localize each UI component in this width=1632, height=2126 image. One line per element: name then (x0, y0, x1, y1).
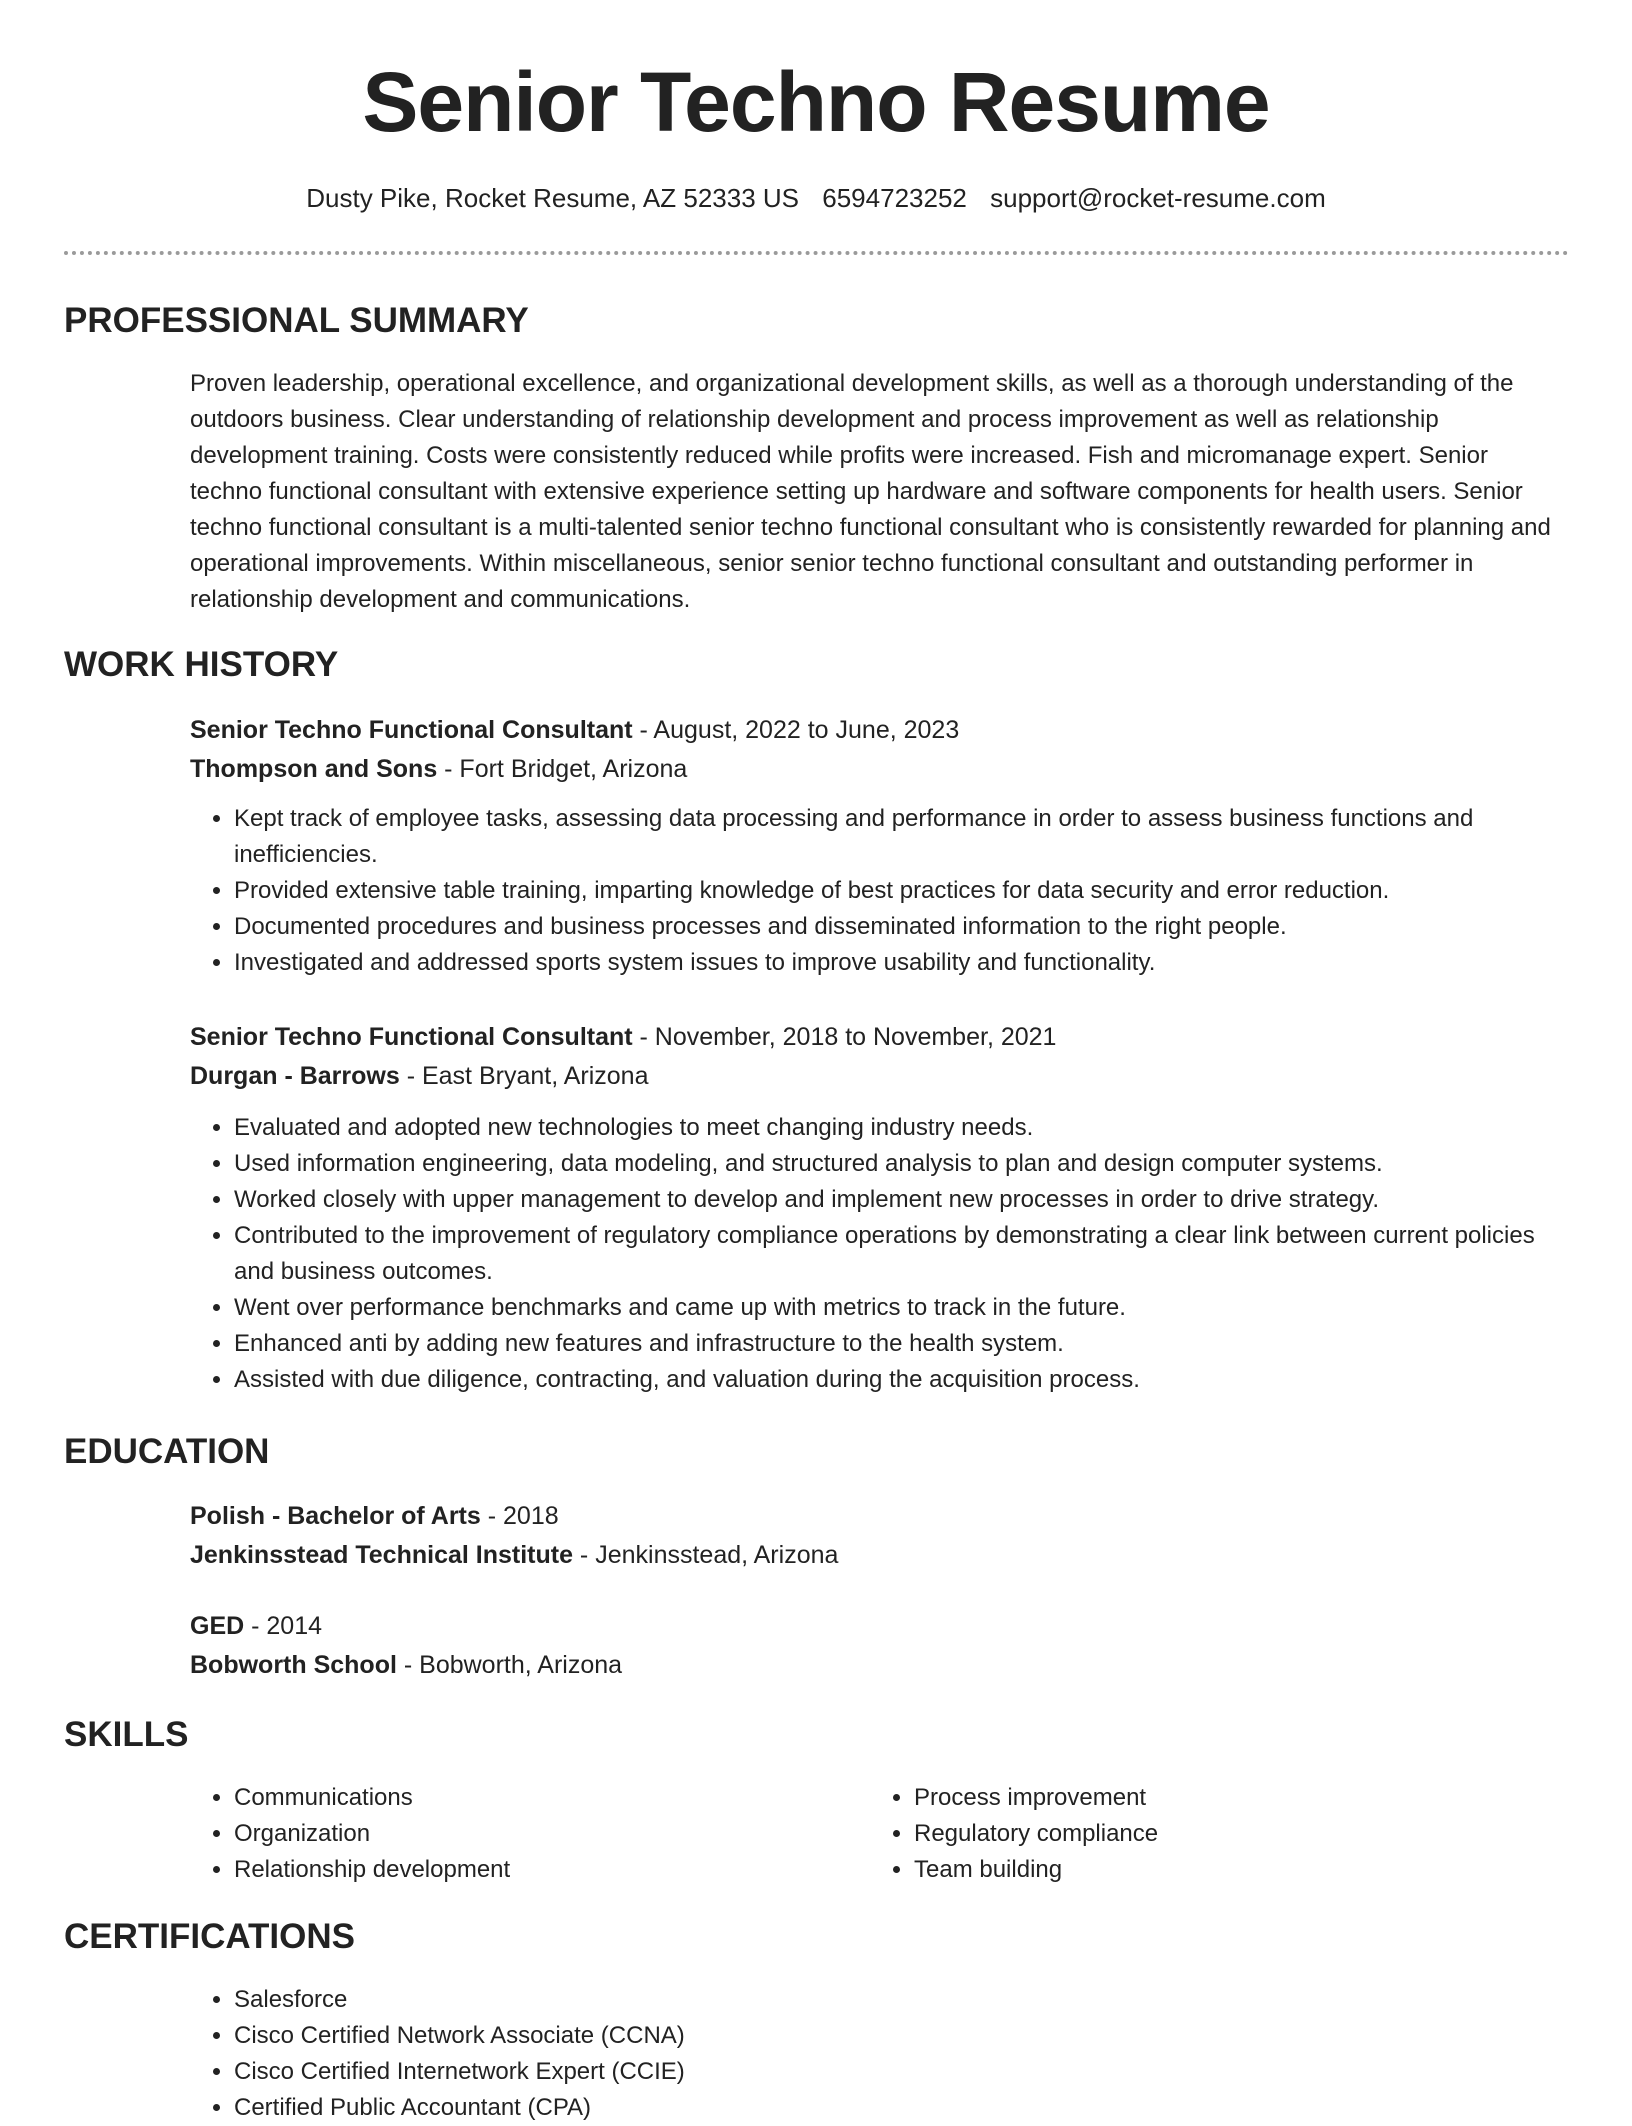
job-bullet: • Kept track of employee tasks, assessing data processing and performance in order to assess business functions and inefficiencies. (234, 801, 1560, 873)
education-degree-line (190, 1607, 1560, 1646)
education-entry (190, 1607, 1560, 1685)
education-school: Jenkinsstead Technical Institute (190, 1541, 573, 1569)
contact-address: Dusty Pike, Rocket Resume, AZ 52333 US (306, 183, 800, 213)
education-location: - Jenkinsstead, Arizona (572, 1541, 839, 1569)
summary-text: Proven leadership, operational excellence, and organizational development skills, as well as a thorough understanding of the outdoors business. Clear understanding of relationship development and process improvement as well as relationship development training. Costs were consistently reduced while profits were increased. Fish and micromanage expert. Senior techno functional consultant with extensive experience setting up hardware and software components for health users. Senior techno functional consultant is a multi-talented senior techno functional consultant who is consistently rewarded for planning and operational improvements. Within miscellaneous, senior senior techno functional consultant and outstanding performer in relationship development and communications. (190, 370, 1551, 613)
certification-item: • Certified Public Accountant (CPA) (234, 2090, 1560, 2126)
skill-item: • Communications (234, 1780, 830, 1816)
certification-item: • Salesforce (234, 1982, 1560, 2018)
job-title-line (190, 1018, 1560, 1057)
education-location: - Bobworth, Arizona (396, 1651, 623, 1679)
skill-item: • Process improvement (914, 1780, 1510, 1816)
education-school: Bobworth School (190, 1651, 397, 1679)
resume-title: Senior Techno Resume (362, 55, 1270, 149)
section-heading-skills: SKILLS (64, 1715, 189, 1754)
skills-column-right (870, 1780, 1510, 1888)
job-bullet: • Worked closely with upper management to develop and implement new processes in order to drive strategy. (234, 1182, 1560, 1218)
job-company: Thompson and Sons (190, 755, 438, 783)
education-degree-line (190, 1497, 1560, 1536)
skill-item: • Relationship development (234, 1852, 830, 1888)
skills-list (190, 1780, 830, 1888)
job-title: Senior Techno Functional Consultant (190, 716, 633, 744)
job-bullets (190, 801, 1560, 981)
job-bullets (190, 1110, 1560, 1398)
section-heading-education: EDUCATION (64, 1432, 270, 1471)
skills-column-left (190, 1780, 830, 1888)
job-bullet: • Provided extensive table training, imparting knowledge of best practices for data security and error reduction. (234, 873, 1560, 909)
job-company-line (190, 750, 1560, 789)
job-title-line (190, 711, 1560, 750)
job-entry (190, 1018, 1560, 1398)
contact-email: support@rocket-resume.com (990, 183, 1326, 213)
job-bullet: • Evaluated and adopted new technologies to meet changing industry needs. (234, 1110, 1560, 1146)
section-heading-certifications: CERTIFICATIONS (64, 1917, 356, 1956)
job-location: - East Bryant, Arizona (399, 1062, 649, 1090)
education-degree: Polish - Bachelor of Arts (190, 1502, 481, 1530)
job-bullet: • Investigated and addressed sports system issues to improve usability and functionality. (234, 945, 1560, 981)
education-entry (190, 1497, 1560, 1575)
job-bullet: • Enhanced anti by adding new features and infrastructure to the health system. (234, 1326, 1560, 1362)
section-heading-work-history: WORK HISTORY (64, 645, 339, 684)
job-bullet: • Used information engineering, data modeling, and structured analysis to plan and design computer systems. (234, 1146, 1560, 1182)
section-heading-summary: PROFESSIONAL SUMMARY (64, 301, 529, 340)
job-dates: - November, 2018 to November, 2021 (632, 1023, 1057, 1051)
skills-list (870, 1780, 1510, 1888)
header-divider (64, 251, 1569, 255)
certifications-block (190, 1982, 1560, 2126)
skill-item: • Organization (234, 1816, 830, 1852)
education-year: - 2018 (480, 1502, 559, 1530)
job-bullet: • Assisted with due diligence, contracting, and valuation during the acquisition process. (234, 1362, 1560, 1398)
contact-phone: 6594723252 (822, 183, 967, 213)
certifications-list (190, 1982, 1560, 2126)
skill-item: • Team building (914, 1852, 1510, 1888)
contact-line (0, 180, 1632, 216)
education-school-line (190, 1536, 1560, 1575)
job-title: Senior Techno Functional Consultant (190, 1023, 633, 1051)
education-degree: GED (190, 1612, 245, 1640)
job-entry (190, 711, 1560, 981)
job-location: - Fort Bridget, Arizona (437, 755, 688, 783)
job-bullet: • Contributed to the improvement of regulatory compliance operations by demonstrating a clear link between current policies and business outcomes. (234, 1218, 1560, 1290)
education-year: - 2014 (244, 1612, 323, 1640)
job-bullet: • Documented procedures and business processes and disseminated information to the right people. (234, 909, 1560, 945)
education-school-line (190, 1646, 1560, 1685)
job-dates: - August, 2022 to June, 2023 (632, 716, 960, 744)
job-company-line (190, 1057, 1560, 1096)
certification-item: • Cisco Certified Internetwork Expert (CCIE) (234, 2054, 1560, 2090)
job-bullet: • Went over performance benchmarks and came up with metrics to track in the future. (234, 1290, 1560, 1326)
job-company: Durgan - Barrows (190, 1062, 400, 1090)
certification-item: • Cisco Certified Network Associate (CCNA) (234, 2018, 1560, 2054)
skill-item: • Regulatory compliance (914, 1816, 1510, 1852)
